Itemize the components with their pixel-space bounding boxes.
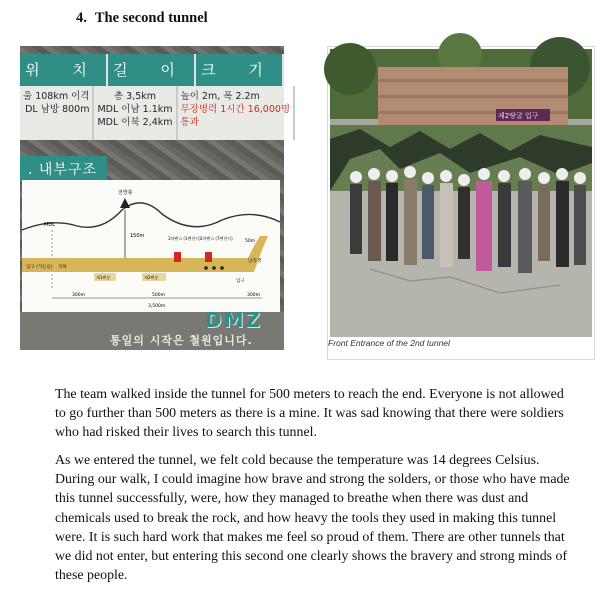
sign-header-length: 길 이 [108,54,196,86]
tunnel-label: 지하 [58,265,67,270]
mine-dot-1 [204,266,208,270]
photo-caption: Front Entrance of the 2nd tunnel [328,338,450,348]
sign-info-row [20,86,291,140]
sign-slogan: 통일의 시작은 철원입니다. [110,334,253,347]
depth-label: 150m [130,233,145,239]
location-line-1: 울 108km 이격 [23,91,90,102]
distance-2-label: 500m [152,293,165,298]
paragraph-1: The team walked inside the tunnel for 500 meters to reach the end. Everyone is not allowed to go further than 500 meters as there is a mine. It was sad knowing that there were soldiers who had risked their lives to search this tunnel. [55,387,564,441]
location-line-2: DL 남방 800m [25,104,90,115]
distance-1-label: 300m [72,293,85,298]
section-1-label: 제1펜장 [96,275,111,280]
sign-subtitle: . 내부구조 [20,156,107,182]
mine-dot-3 [220,266,224,270]
section-title: The second tunnel [94,10,208,26]
size-line-3: 통과 [180,117,199,128]
exit-label: 입구 [236,279,245,284]
end-label: 남측갱 [248,259,262,264]
distance-3-label: 300m [247,293,260,298]
section-heading [76,10,208,27]
sign-header-location: 위 치 [20,54,108,86]
sign-header-size: 크 기 [196,54,284,86]
mine-dot-2 [212,266,216,270]
top-label: 전망봉 [118,190,133,196]
sign-size-cell [178,86,296,140]
marker-1-label: 3차펜스 (1펜전시) [168,236,201,241]
tunnel-sign-photo [20,46,291,350]
dmz-logo: DMZ [204,308,262,332]
tunnel-band [22,258,248,272]
ground-line [22,203,280,230]
entrance-photo-drawing [330,49,592,337]
section-2-label: 제2펜장 [144,275,159,280]
marker-2-label: 1차펜스 (7펜전시) [200,236,233,241]
entrance-photo-frame [327,46,595,360]
roof-slat-1 [378,79,568,82]
tree-1 [324,43,376,95]
size-line-2: 무장병력 1시간 16,000명 [180,104,291,115]
paragraph-2: As we entered the tunnel, we felt cold because the temperature was 14 degrees Celsius. During our walk, I could imagine how brave and strong the solders, or those who have made this tunnel successfully, were, how they managed to breathe when there was dust and chemicals used to break the rock, and how heavy the tools they used in making this tunnel were. It is such hard work that makes me feel so proud of them. There are other tunnels that we did not enter, but entering this second one clearly shows the bravery and strong minds of these people. [55,453,570,584]
section-number: 4. [76,10,87,26]
entrance-photo [330,49,592,337]
sign-header-row [20,54,284,86]
length-line-2: MDL 이남 1.1km [97,104,173,115]
sign-length-cell [94,86,177,140]
mdl-label: MDL [44,222,55,228]
length-line-3: MDL 이북 2,4km [97,117,173,128]
banner-text: 제2땅굴 입구 [498,112,539,120]
depth2-label: 50m [245,239,256,244]
length-line-1: 총 3,5km [113,91,157,102]
size-line-1: 높이 2m, 폭 2.2m [180,91,260,102]
tunnel-cross-section-diagram [22,180,280,312]
total-distance-label: 3,500m [148,304,166,309]
marker-2 [205,252,212,262]
top-marker-icon [120,198,130,208]
marker-1 [174,252,181,262]
roof-slat-2 [378,95,568,98]
sign-location-cell [20,86,94,140]
entrance-label: 입구 (가는들) [26,265,53,270]
